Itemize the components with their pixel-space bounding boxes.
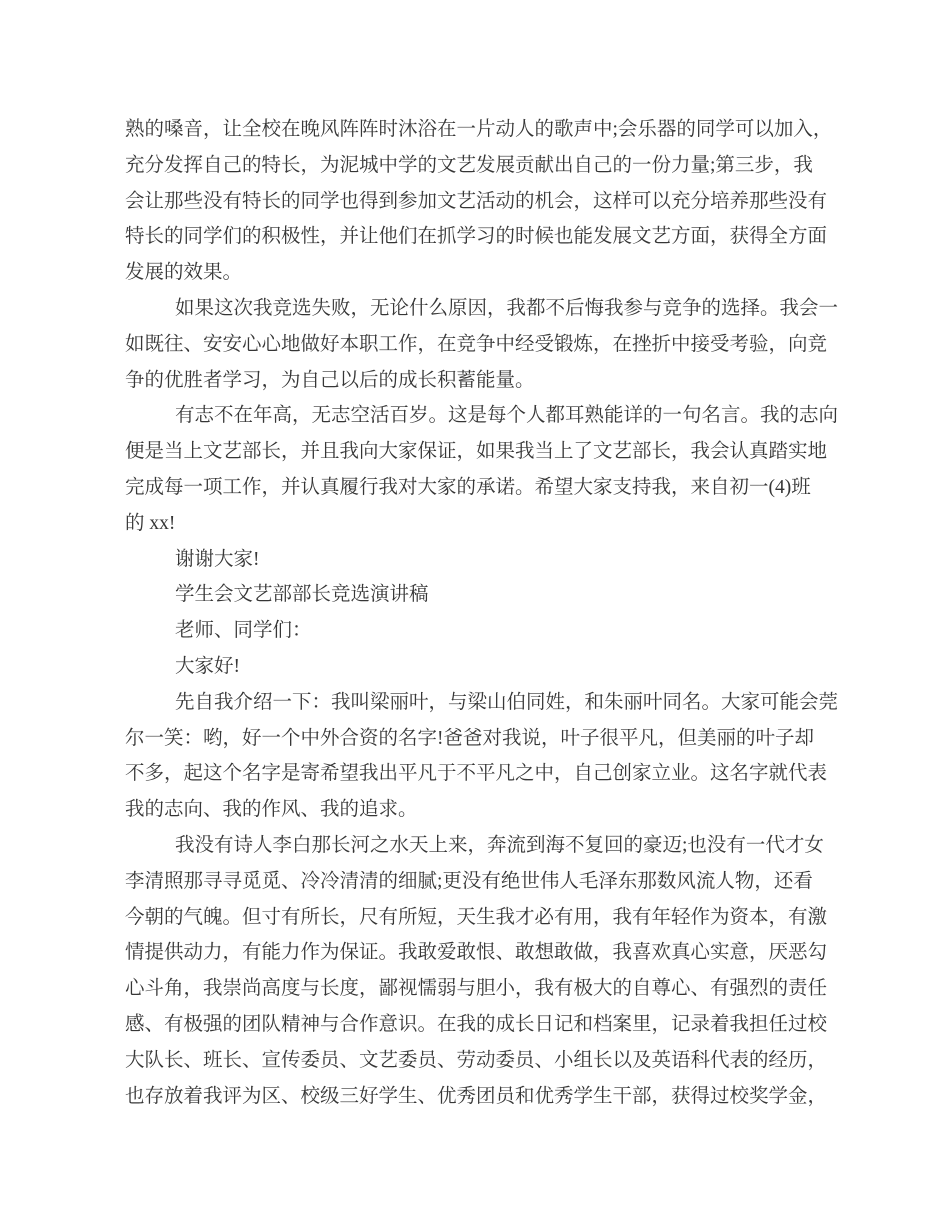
text-line: 会让那些没有特长的同学也得到参加文艺活动的机会，这样可以充分培养那些没有 <box>125 190 828 212</box>
text-line: 特长的同学们的积极性，并让他们在抓学习的时候也能发展文艺方面，获得全方面 <box>125 226 828 248</box>
text-line: 心斗角，我崇尚高度与长度，鄙视懦弱与胆小，我有极大的自尊心、有强烈的责任 <box>125 978 828 1000</box>
text-line: 熟的嗓音，让全校在晚风阵阵时沐浴在一片动人的歌声中;会乐器的同学可以加入， <box>125 119 833 140</box>
text-line: 先自我介绍一下：我叫梁丽叶，与梁山伯同姓，和朱丽叶同名。大家可能会莞 <box>175 691 839 713</box>
text-line: 大家好! <box>175 655 240 677</box>
text-line: 学生会文艺部部长竞选演讲稿 <box>175 584 429 606</box>
text-line: 情提供动力，有能力作为保证。我敢爱敢恨、敢想敢做，我喜欢真心实意，厌恶勾 <box>125 942 828 964</box>
text-line: 便是当上文艺部长，并且我向大家保证，如果我当上了文艺部长，我会认真踏实地 <box>125 441 828 463</box>
text-line: 大队长、班长、宣传委员、文艺委员、劳动委员、小组长以及英语科代表的经历， <box>125 1049 828 1071</box>
text-line: 完成每一项工作，并认真履行我对大家的承诺。希望大家支持我，来自初一(4)班 <box>125 476 811 498</box>
text-line: 如既往、安安心心地做好本职工作，在竞争中经受锻炼，在挫折中接受考验，向竞 <box>125 333 828 355</box>
text-line: 争的优胜者学习，为自己以后的成长积蓄能量。 <box>125 369 535 391</box>
text-line: 的 xx! <box>125 512 176 534</box>
text-line: 充分发挥自己的特长，为泥城中学的文艺发展贡献出自己的一份力量;第三步，我 <box>125 154 813 176</box>
text-line: 感、有极强的团队精神与合作意识。在我的成长日记和档案里，记录着我担任过校 <box>125 1013 828 1035</box>
text-line: 李清照那寻寻觅觅、冷冷清清的细腻;更没有绝世伟人毛泽东那数风流人物，还看 <box>125 870 813 892</box>
text-line: 也存放着我评为区、校级三好学生、优秀团员和优秀学生干部，获得过校奖学金， <box>125 1085 828 1107</box>
text-line: 不多，起这个名字是寄希望我出平凡于不平凡之中，自己创家立业。这名字就代表 <box>125 763 828 785</box>
text-line: 谢谢大家! <box>175 548 260 570</box>
text-line: 发展的效果。 <box>125 262 243 284</box>
text-line: 如果这次我竞选失败，无论什么原因，我都不后悔我参与竞争的选择。我会一 <box>175 297 839 319</box>
document-text-block <box>125 112 855 1114</box>
text-line: 尔一笑：哟，好一个中外合资的名字!爸爸对我说，叶子很平凡，但美丽的叶子却 <box>125 727 814 749</box>
text-line: 有志不在年高，无志空活百岁。这是每个人都耳熟能详的一句名言。我的志向 <box>175 405 839 427</box>
text-line: 老师、同学们： <box>175 620 312 642</box>
text-line: 我没有诗人李白那长河之水天上来，奔流到海不复回的豪迈;也没有一代才女 <box>175 834 824 856</box>
text-line: 今朝的气魄。但寸有所长，尺有所短，天生我才必有用，我有年轻作为资本，有激 <box>125 906 828 928</box>
text-line: 我的志向、我的作风、我的追求。 <box>125 799 418 821</box>
